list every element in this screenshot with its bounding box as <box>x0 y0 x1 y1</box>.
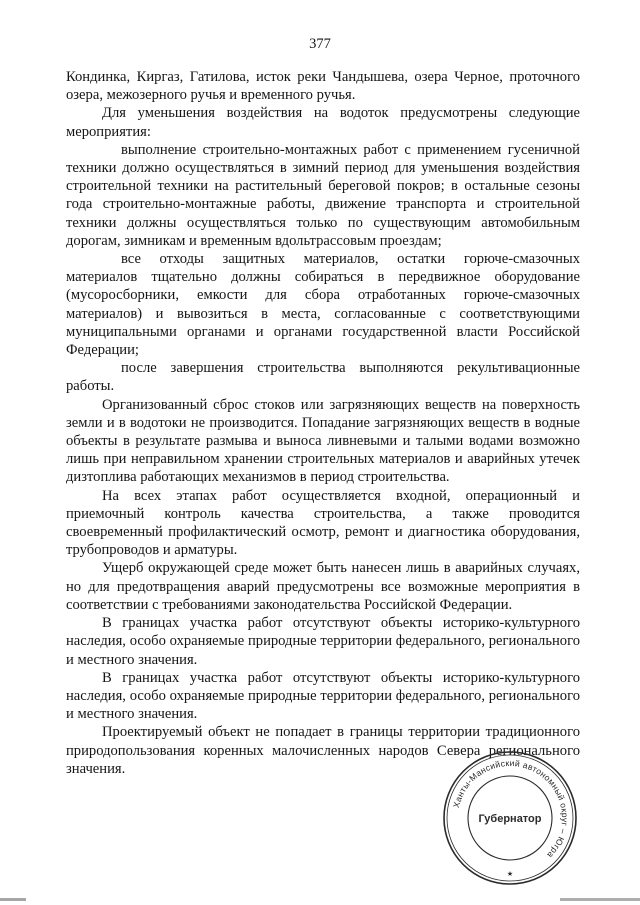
paragraph-3: выполнение строительно-монтажных работ с применением гусеничной техники должно осуществляться в зимний период для уменьшения воздействия строительной техники на растительный береговой покров; в остальные сезоны года строительно-монтажные работы, движение транспорта и строительной техники должны осуществляться только по существующим автомобильным дорогам, зимникам и временным вдольтрассовым проездам; <box>66 141 580 249</box>
paragraph-9: В границах участка работ отсутствуют объекты историко-культурного наследия, особо охраняемые природные территории федерального, регионального и местного значения. <box>66 615 580 668</box>
paragraph-8: Ущерб окружающей среде может быть нанесен лишь в аварийных случаях, но для предотвращения аварий предусмотрены все возможные мероприятия в соответствии с требованиями законодательства Российской Федерации. <box>66 560 580 613</box>
paragraph-1: Кондинка, Киргаз, Гатилова, исток реки Чандышева, озера Черное, проточного озера, межозерного ручья и временного ручья. <box>66 69 580 104</box>
document-body <box>66 68 580 778</box>
seal-outer-text: Ханты-Мансийский автономный округ – Югра <box>451 757 571 861</box>
seal-center-text: Губернатор <box>478 813 542 825</box>
paragraph-11: Проектируемый объект не попадает в границы территории традиционного природопользования коренных малочисленных народов Севера регионального значения. <box>66 724 580 777</box>
scan-edge <box>0 898 640 901</box>
paragraph-4: все отходы защитных материалов, остатки горюче-смазочных материалов тщательно должны собираться в передвижное оборудование (мусоросборники, емкости для сбора отработанных горюче-смазочных материалов) и вывозиться в места, согласованные с соответствующими муниципальными органами и органами государственной власти Российской Федерации; <box>66 251 580 359</box>
paragraph-2: Для уменьшения воздействия на водоток предусмотрены следующие мероприятия: <box>66 105 580 140</box>
paragraph-5: после завершения строительства выполняются рекультивационные работы. <box>66 360 580 395</box>
paragraph-6: Организованный сброс стоков или загрязняющих веществ на поверхность земли и в водотоки не производится. Попадание загрязняющих веществ в водные объекты в результате размыва и выноса ливневыми и талыми водами возможно лишь при неправильном хранении строительных материалов и аварийных утечек дизтоплива работающих механизмов в период строительства. <box>66 396 580 486</box>
page-number: 377 <box>309 36 331 52</box>
paragraph-10: В границах участка работ отсутствуют объекты историко-культурного наследия, особо охраняемые природные территории федерального, регионального и местного значения. <box>66 669 580 723</box>
paragraph-7: На всех этапах работ осуществляется входной, операционный и приемочный контроль качества строительства, а также проводится своевременный профилактический осмотр, ремонт и диагностика оборудования, трубопроводов и арматуры. <box>66 487 580 559</box>
seal-star-icon: ★ <box>506 870 514 878</box>
governor-seal <box>440 748 580 888</box>
